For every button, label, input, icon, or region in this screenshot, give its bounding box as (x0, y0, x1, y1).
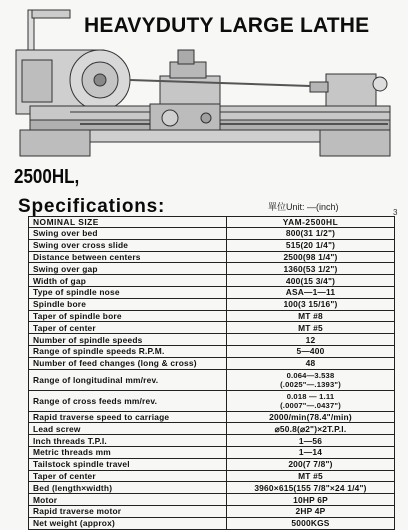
spec-label: Swing over bed (29, 228, 227, 240)
spec-value-line2: (.0007"—.0437") (280, 400, 341, 410)
table-row (29, 239, 395, 251)
spec-value: 1—14 (227, 446, 395, 458)
spec-value: 800(31 1/2") (227, 228, 395, 240)
spec-label: Rapid traverse motor (29, 505, 227, 517)
spec-label: Width of gap (29, 275, 227, 287)
table-row (29, 517, 395, 529)
spec-label: Type of spindle nose (29, 286, 227, 298)
spec-value: ASA—1—11 (227, 286, 395, 298)
tailstock (326, 74, 376, 106)
spec-value: 2000/min(78.4"/min) (227, 411, 395, 423)
table-row (29, 298, 395, 310)
table-row (29, 423, 395, 435)
table-row (29, 458, 395, 470)
spec-value: 2500(98 1/4") (227, 251, 395, 263)
page-mark: 3 (393, 208, 398, 217)
spec-label: Metric threads mm (29, 446, 227, 458)
spec-table (28, 216, 395, 530)
spec-label: Tailstock spindle travel (29, 458, 227, 470)
table-row (29, 286, 395, 298)
spec-label: Range of longitudinal mm/rev. (29, 369, 227, 390)
spec-value (227, 390, 395, 411)
table-row (29, 322, 395, 334)
table-row (29, 228, 395, 240)
spec-label: Number of spindle speeds (29, 334, 227, 346)
table-row (29, 345, 395, 357)
spec-value: MT #5 (227, 322, 395, 334)
spec-label: Swing over gap (29, 263, 227, 275)
unit-note: 單位Unit: —(inch) (268, 202, 339, 212)
spec-label: Swing over cross slide (29, 239, 227, 251)
spec-label: Taper of spindle bore (29, 310, 227, 322)
spec-value: 12 (227, 334, 395, 346)
spec-value: ⌀50.8(⌀2")×2T.P.I. (227, 423, 395, 435)
table-row (29, 369, 395, 390)
base-right (320, 130, 390, 156)
frame-top (32, 10, 70, 18)
spec-value: 5—400 (227, 345, 395, 357)
base-left (20, 130, 90, 156)
spec-label: Distance between centers (29, 251, 227, 263)
spec-label: Inch threads T.P.I. (29, 435, 227, 447)
spec-value: 5000KGS (227, 517, 395, 529)
page-title: HEAVYDUTY LARGE LATHE (84, 14, 370, 37)
spec-value: 48 (227, 357, 395, 369)
table-row (29, 446, 395, 458)
spec-value-line2: (.0025"—.1393") (280, 379, 341, 389)
spec-label: Lead screw (29, 423, 227, 435)
model-label: 2500HL, (14, 166, 80, 188)
table-row (29, 411, 395, 423)
spec-value-line1: 0.064—3.538 (286, 370, 335, 380)
table-row (29, 435, 395, 447)
spec-value: 100(3 15/16") (227, 298, 395, 310)
spec-label: Taper of center (29, 322, 227, 334)
spec-value: MT #5 (227, 470, 395, 482)
table-row (29, 310, 395, 322)
table-row (29, 263, 395, 275)
table-row (29, 334, 395, 346)
spec-header-value: YAM-2500HL (227, 217, 395, 228)
table-row (29, 505, 395, 517)
table-row (29, 275, 395, 287)
spec-label: Range of spindle speeds R.P.M. (29, 345, 227, 357)
spec-value: 1—56 (227, 435, 395, 447)
table-row (29, 390, 395, 411)
specs-heading: Specifications: (18, 196, 166, 217)
spec-value: MT #8 (227, 310, 395, 322)
table-row (29, 470, 395, 482)
spec-label: Motor (29, 494, 227, 506)
spec-header-label: NOMINAL SIZE (29, 217, 227, 228)
spec-label: Number of feed changes (long & cross) (29, 357, 227, 369)
spec-value: 10HP 6P (227, 494, 395, 506)
spec-value: 400(15 3/4") (227, 275, 395, 287)
spec-value: 2HP 4P (227, 505, 395, 517)
spec-label: Taper of center (29, 470, 227, 482)
table-row (29, 482, 395, 494)
spec-label: Net weight (approx) (29, 517, 227, 529)
table-row (29, 251, 395, 263)
spec-value (227, 369, 395, 390)
spec-value: 3960×615(155 7/8"×24 1/4") (227, 482, 395, 494)
spec-value: 1360(53 1/2") (227, 263, 395, 275)
spec-label: Range of cross feeds mm/rev. (29, 390, 227, 411)
spec-label: Bed (length×width) (29, 482, 227, 494)
spec-value-line1: 0.018 — 1.11 (286, 391, 335, 401)
spec-label: Rapid traverse speed to carriage (29, 411, 227, 423)
spec-header-row (29, 217, 395, 228)
spec-label: Spindle bore (29, 298, 227, 310)
spec-value: 515(20 1/4") (227, 239, 395, 251)
spec-value: 200(7 7/8") (227, 458, 395, 470)
table-row (29, 357, 395, 369)
